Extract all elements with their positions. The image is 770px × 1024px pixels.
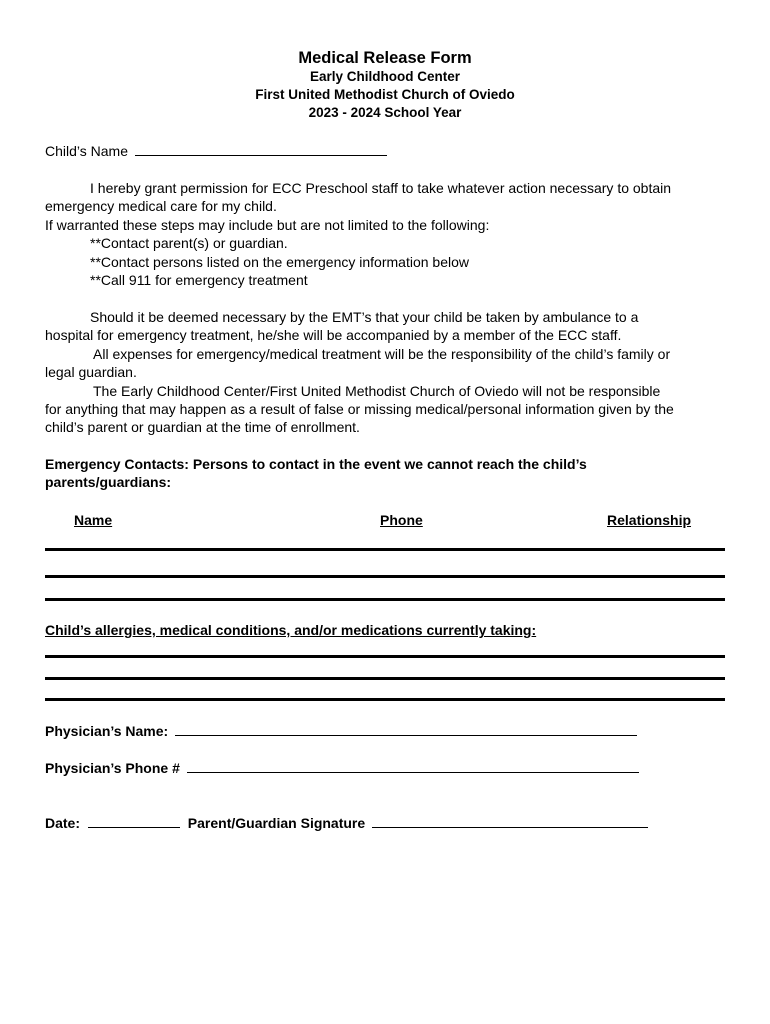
child-name-row bbox=[45, 142, 387, 160]
date-label: Date: bbox=[45, 815, 81, 831]
step-item: **Contact parent(s) or guardian. bbox=[90, 235, 288, 252]
permission-line: I hereby grant permission for ECC Preschool staff to take whatever action necessary to obtain bbox=[90, 180, 672, 196]
ambulance-paragraph bbox=[45, 308, 735, 437]
column-relationship: Relationship bbox=[607, 512, 692, 528]
form-title: Medical Release Form bbox=[298, 49, 472, 67]
physician-phone-row bbox=[45, 759, 639, 777]
allergies-line-1[interactable] bbox=[45, 655, 725, 658]
date-signature-row bbox=[45, 814, 648, 832]
school-year: 2023 - 2024 School Year bbox=[308, 105, 462, 120]
physician-phone-field[interactable] bbox=[187, 760, 639, 773]
column-phone: Phone bbox=[380, 512, 423, 528]
allergies-line-2[interactable] bbox=[45, 677, 725, 680]
emergency-contacts-heading bbox=[45, 455, 735, 492]
liability-line: The Early Childhood Center/First United Methodist Church of Oviedo will not be responsible bbox=[93, 382, 661, 399]
ambulance-line: Should it be deemed necessary by the EMT’s that your child be taken by ambulance to a bbox=[90, 309, 639, 325]
physician-name-row bbox=[45, 722, 637, 740]
column-name: Name bbox=[74, 512, 113, 528]
child-name-field[interactable] bbox=[135, 143, 387, 156]
signature-label: Parent/Guardian Signature bbox=[187, 815, 366, 831]
expenses-line: All expenses for emergency/medical treatment will be the responsibility of the child’s family or bbox=[93, 345, 671, 362]
permission-paragraph bbox=[45, 179, 735, 289]
allergies-line-3[interactable] bbox=[45, 698, 725, 701]
emergency-heading-line: Emergency Contacts: Persons to contact in the event we cannot reach the child’s bbox=[45, 456, 587, 472]
liability-line: for anything that may happen as a result of false or missing medical/personal information given by the bbox=[45, 401, 674, 418]
expenses-line: legal guardian. bbox=[45, 364, 137, 381]
date-field[interactable] bbox=[88, 815, 180, 828]
physician-phone-label: Physician’s Phone # bbox=[45, 760, 180, 776]
signature-field[interactable] bbox=[372, 815, 648, 828]
liability-line: child’s parent or guardian at the time of enrollment. bbox=[45, 419, 360, 436]
step-item: **Contact persons listed on the emergency information below bbox=[90, 253, 469, 270]
emergency-contact-line-2[interactable] bbox=[45, 575, 725, 578]
emergency-heading-line: parents/guardians: bbox=[45, 474, 172, 491]
allergies-label: Child’s allergies, medical conditions, and/or medications currently taking: bbox=[45, 622, 537, 638]
church-name: First United Methodist Church of Oviedo bbox=[255, 87, 515, 102]
child-name-label: Child’s Name bbox=[45, 143, 128, 159]
permission-line: emergency medical care for my child. bbox=[45, 198, 277, 215]
emergency-contact-line-3[interactable] bbox=[45, 598, 725, 601]
physician-name-label: Physician’s Name: bbox=[45, 723, 169, 739]
permission-line: If warranted these steps may include but are not limited to the following: bbox=[45, 216, 490, 233]
physician-name-field[interactable] bbox=[175, 723, 637, 736]
emergency-contact-line-1[interactable] bbox=[45, 548, 725, 551]
step-item: **Call 911 for emergency treatment bbox=[90, 272, 308, 289]
ambulance-line: hospital for emergency treatment, he/she will be accompanied by a member of the ECC staff. bbox=[45, 327, 622, 344]
org-name: Early Childhood Center bbox=[309, 69, 461, 84]
form-header bbox=[0, 48, 770, 122]
